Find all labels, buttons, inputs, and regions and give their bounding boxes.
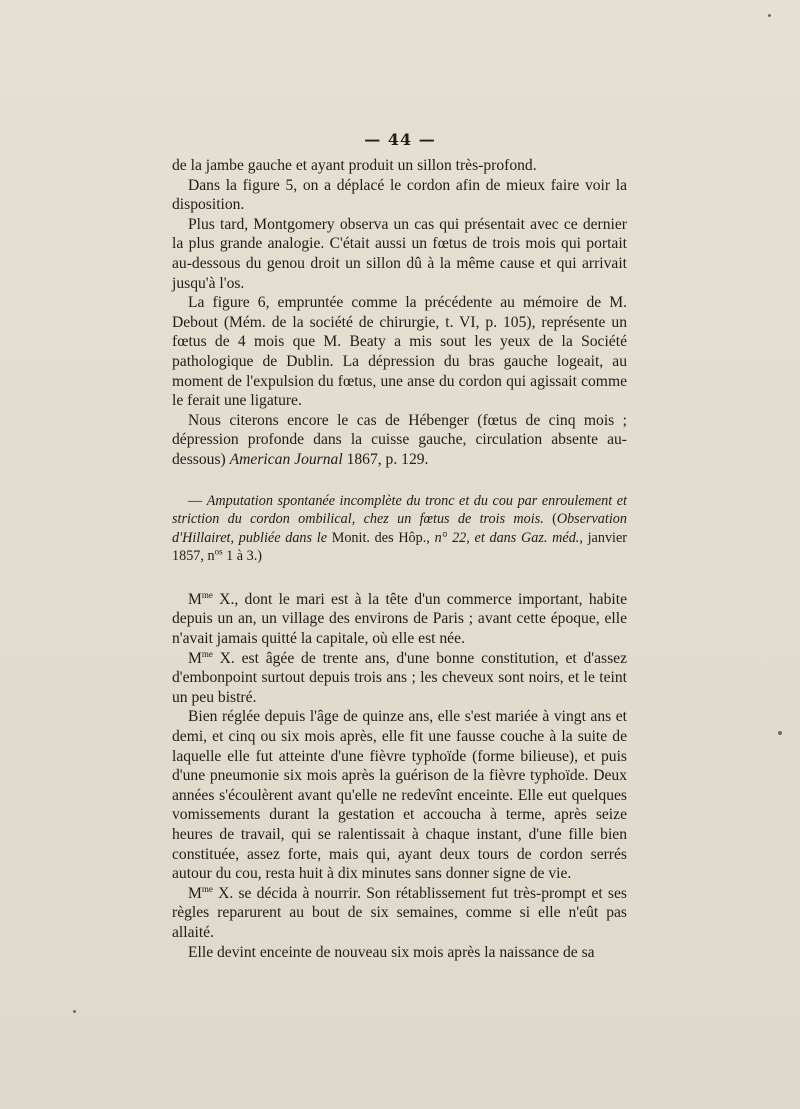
case-text: X., dont le mari est à la tête d'un commerce important, habite depuis un an, un village des environs de Paris ; avant cette époque, elle n'avait jamais quitté la capitale, où elle est née. <box>172 590 627 648</box>
case-paragraph <box>172 884 627 943</box>
journal-ref: 1867, p. 129. <box>342 450 429 468</box>
hebenger-text: Nous citerons encore le cas de Hébenger (fœtus de cinq mois ; dépression profonde dans la cuisse gauche, circulation absente au-dessous) <box>172 411 627 468</box>
spacer <box>172 470 627 492</box>
citation-obs-open: ( <box>543 511 557 528</box>
paper-speck <box>73 1010 76 1013</box>
paragraph: La figure 6, empruntée comme la précédente au mémoire de M. Debout (Mém. de la société de chirurgie, t. VI, p. 105), représente un fœtus de 4 mois que M. Beaty a mis sout les yeux de la Société pathologique de Dublin. La dépression du bras gauche logeait, au moment de l'expulsion du fœtus, une anse du cordon qui agissait comme le ferait une ligature. <box>172 294 627 410</box>
journal-title: American Journal <box>229 450 343 468</box>
case-paragraph <box>172 590 627 649</box>
citation-nos-tail: 1 à 3.) <box>222 548 262 565</box>
case-prefix-sup: me <box>201 589 213 600</box>
citation-source-sep: , <box>426 529 435 546</box>
citation-dash: — <box>188 492 207 509</box>
page-body <box>172 156 627 962</box>
citation-source: Monit. des Hôp. <box>327 529 427 546</box>
case-prefix: M <box>188 649 202 667</box>
case-paragraph <box>172 707 627 883</box>
case-prefix-sup: me <box>201 883 213 894</box>
case-prefix-sup: me <box>201 648 213 659</box>
case-prefix: M <box>188 884 202 902</box>
case-text: Elle devint enceinte de nouveau six mois après la naissance de sa <box>188 943 595 961</box>
citation-observation: Observation d'Hillairet, publiée dans le <box>172 511 627 546</box>
citation-title: Amputation spontanée incomplète du tronc et du cou par enroulement et striction du cordon ombilical, chez un fœtus de trois mois. <box>172 492 627 528</box>
case-paragraph <box>172 943 627 963</box>
spacer <box>172 566 627 590</box>
case-citation <box>172 492 627 566</box>
case-text: Bien réglée depuis l'âge de quinze ans, elle s'est mariée à vingt ans et demi, et cinq ou six mois après, elle fit une fausse couche à la suite de laquelle elle fut atteinte d'une fièvre typhoïde (forme bilieuse), et puis d'une pneumonie six mois après la guérison de la fièvre typhoïde. Deux années s'écoulèrent avant qu'elle ne redevînt enceinte. Elle eut quelques vomissements durant la gestation et accoucha à terme, après seize heures de travail, qui se ralentissait à chaque instant, d'une fille bien constituée, assez forte, mais qui, ayant deux tours de cordon serrés autour du cou, resta huit à dix minutes sans donner signe de vie. <box>172 708 627 883</box>
paragraph: Plus tard, Montgomery observa un cas qui présentait avec ce dernier la plus grande analogie. C'était aussi un fœtus de trois mois qui portait au-dessous du genou droit un sillon dû à la même cause et qui arrivait jusqu'à l'os. <box>172 215 627 292</box>
case-paragraph <box>172 649 627 708</box>
citation-nos-sup: os <box>214 546 223 557</box>
citation-gazette: et dans Gaz. méd. <box>469 529 580 546</box>
page-number: — 44 — <box>364 130 436 149</box>
paper-speck <box>778 731 782 735</box>
case-text: X. est âgée de trente ans, d'une bonne constitution, et d'assez d'embonpoint surtout depuis trois ans ; les cheveux sont noirs, et le teint un peu bistré. <box>172 649 627 706</box>
citation-number: n° 22, <box>434 529 470 546</box>
paragraph: Dans la figure 5, on a déplacé le cordon afin de mieux faire voir la disposition. <box>172 176 627 214</box>
paragraph: de la jambe gauche et ayant produit un sillon très-profond. <box>172 157 537 174</box>
paper-speck <box>768 14 771 17</box>
case-prefix: M <box>188 590 202 608</box>
paragraph-hebenger <box>172 411 627 470</box>
citation-date: , janvier 1857, n <box>172 529 628 565</box>
case-text: X. se décida à nourrir. Son rétablissement fut très-prompt et ses règles reparurent au bout de six semaines, comme si elle n'eût pas allaité. <box>172 884 627 941</box>
